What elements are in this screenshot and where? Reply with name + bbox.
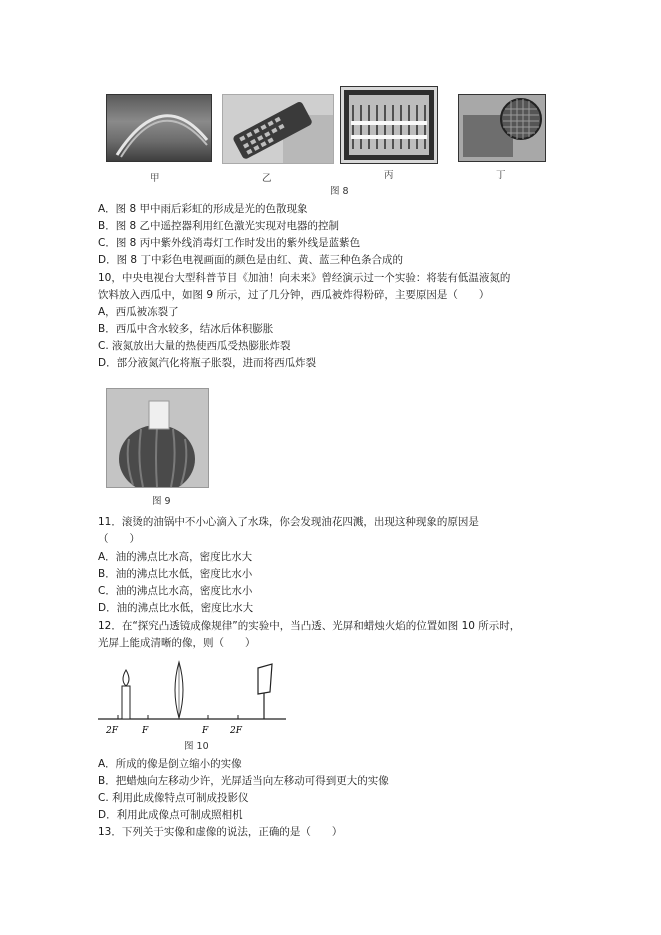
- q11-option-b: B．油的沸点比水低，密度比水小: [98, 568, 253, 580]
- watermelon-drawing: [107, 389, 208, 487]
- q10-option-b: B．西瓜中含水较多，结冰后体积膨胀: [98, 323, 274, 335]
- tick-label-2f-left: 2F: [106, 726, 118, 736]
- q12-option-b: B．把蜡烛向左移动少许，光屏适当向左移动可得到更大的实像: [98, 775, 389, 787]
- fig8-label-yi: 乙: [262, 173, 272, 184]
- fig8-label-bing: 丙: [384, 170, 394, 181]
- q12-stem-line2: 光屏上能成清晰的像，则（ ）: [98, 637, 256, 649]
- q11-option-d: D．油的沸点比水低，密度比水大: [98, 602, 254, 614]
- q12-option-c: C. 利用此成像特点可制成投影仪: [98, 792, 249, 804]
- q10-option-d: D．部分液氮汽化将瓶子胀裂，进而将西瓜炸裂: [98, 357, 317, 369]
- q10-stem-line1: 10，中央电视台大型科普节目《加油！向未来》曾经演示过一个实验：将装有低温液氮的: [98, 272, 511, 284]
- fig8-caption: 图 8: [330, 186, 349, 197]
- light-screen: [258, 664, 272, 719]
- uv-lamp-drawing: [341, 87, 437, 163]
- q10-option-a: A，西瓜被冻裂了: [98, 306, 179, 318]
- remote-control-drawing: [223, 95, 333, 163]
- tv-screen-drawing: [459, 95, 545, 161]
- q12-option-d: D．利用此成像点可制成照相机: [98, 809, 243, 821]
- q11-stem-line1: 11．滚烫的油锅中不小心滴入了水珠，你会发现油花四溅，出现这种现象的原因是: [98, 516, 479, 528]
- q10-stem-line2: 饮料放入西瓜中，如图 9 所示，过了几分钟，西瓜被炸得粉碎，主要原因是（ ）: [98, 289, 490, 301]
- q9-option-d: D．图 8 丁中彩色电视画面的颜色是由红、黄、蓝三种色条合成的: [98, 254, 403, 266]
- fig8-label-jia: 甲: [150, 173, 160, 184]
- q12-stem-line1: 12．在“探究凸透镜成像规律”的实验中，当凸透、光屏和蜡烛火焰的位置如图 10 所示时，: [98, 620, 521, 632]
- q13-stem: 13．下列关于实像和虚像的说法，正确的是（ ）: [98, 826, 343, 838]
- q10-option-c: C. 液氮放出大量的热使西瓜受热膨胀炸裂: [98, 340, 291, 352]
- fig10-caption: 图 10: [184, 741, 209, 752]
- candle-with-flame: [122, 670, 130, 719]
- tick-label-f-right: F: [202, 726, 209, 736]
- q11-stem-line2: （ ）: [98, 533, 140, 545]
- fig8-label-ding: 丁: [496, 170, 506, 181]
- q11-option-a: A．油的沸点比水高，密度比水大: [98, 551, 253, 563]
- fig8-uv-lamp-photo: [340, 86, 438, 164]
- q9-option-b: B．图 8 乙中遥控器利用红色激光实现对电器的控制: [98, 220, 340, 232]
- fig9-caption: 图 9: [152, 496, 171, 507]
- fig8-tv-screen-photo: [458, 94, 546, 162]
- fig8-remote-control-photo: [222, 94, 334, 164]
- q9-option-c: C．图 8 丙中紫外线消毒灯工作时发出的紫外线是蓝紫色: [98, 237, 361, 249]
- fig9-watermelon-photo: [106, 388, 209, 488]
- q12-option-a: A．所成的像是倒立缩小的实像: [98, 758, 242, 770]
- q9-option-a: A．图 8 甲中雨后彩虹的形成是光的色散现象: [98, 203, 308, 215]
- q11-option-c: C．油的沸点比水高，密度比水小: [98, 585, 253, 597]
- convex-lens: [175, 662, 183, 718]
- tick-label-2f-right: 2F: [230, 726, 242, 736]
- rainbow-arc: [107, 95, 211, 161]
- tick-label-f-left: F: [142, 726, 149, 736]
- fig8-rainbow-photo: [106, 94, 212, 162]
